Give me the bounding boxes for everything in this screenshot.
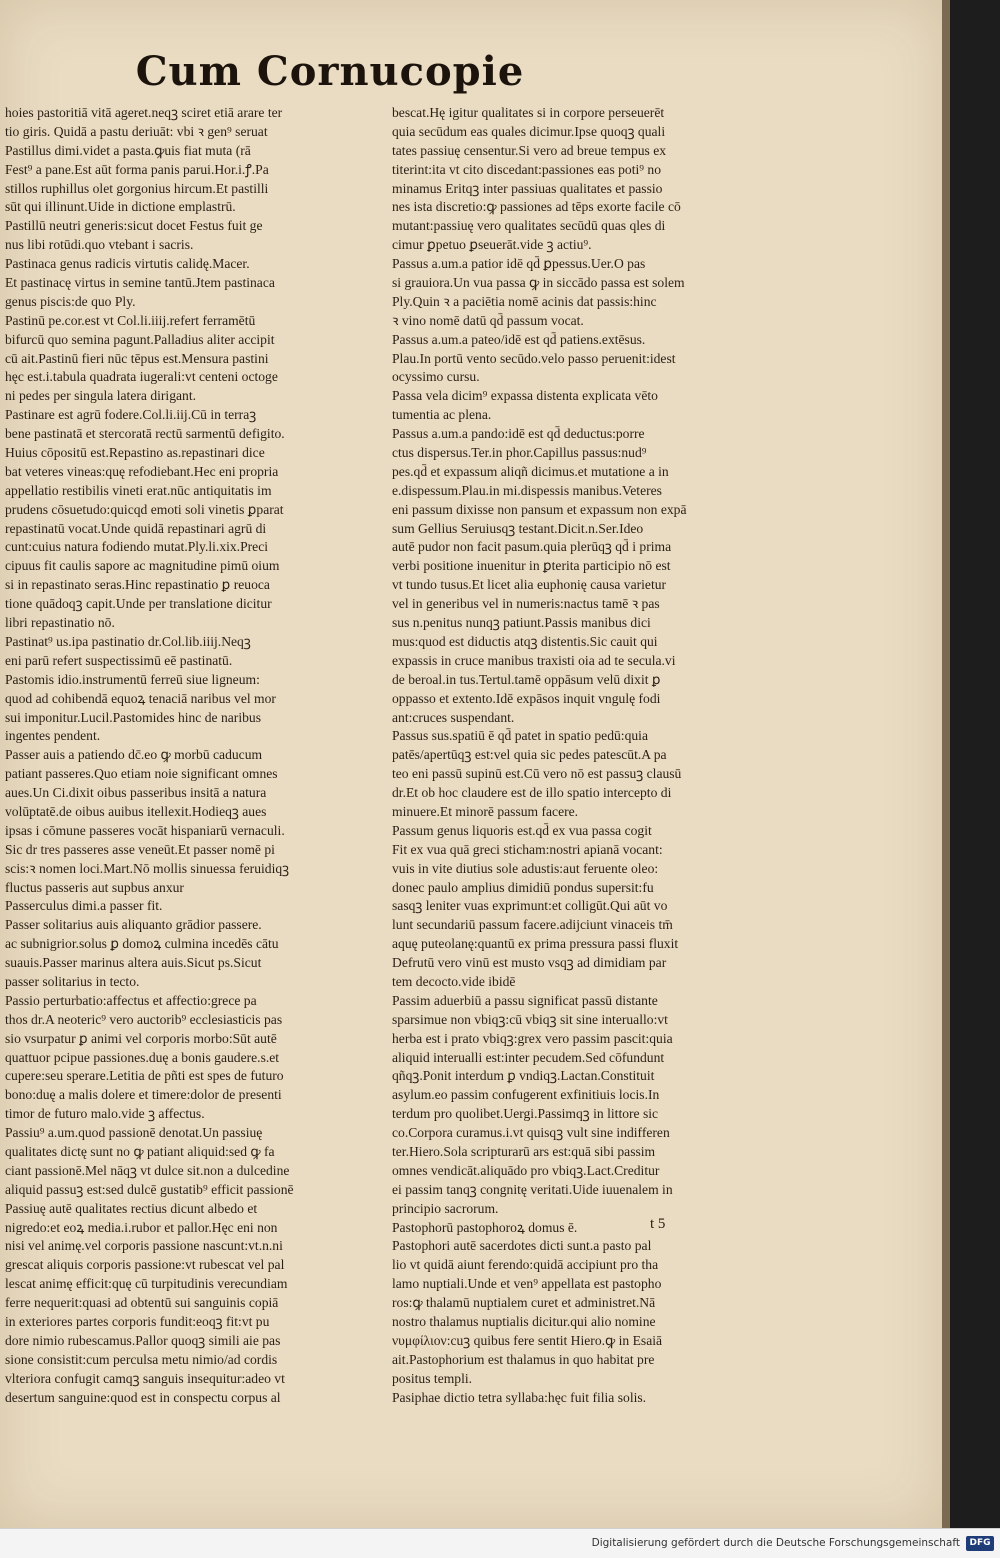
text-line: Pastinare est agrū fodere.Col.li.iij.Cū in terraꝫ (5, 407, 257, 423)
text-line: libri repastinatio nō. (5, 615, 115, 631)
text-line: ait.Pastophorium est thalamus in quo habitat pre (392, 1351, 655, 1367)
text-line: quia secūdum eas quales dicimur.Ipse quoqꝫ quali (392, 123, 666, 139)
text-line: patiant passeres.Quo etiam noie significant omnes (5, 766, 278, 782)
text-line: Passus a.um.a pateo/idē est qd̄ patiens.extēsus. (392, 331, 646, 347)
text-line: Passerculus dimi.a passer fit. (5, 898, 163, 914)
text-line: Passus a.um.a pando:idē est qd̄ deductus:porre (392, 426, 645, 442)
text-line: terdum pro quolibet.Uergi.Passimqꝫ in littore sic (392, 1106, 659, 1122)
text-line: nostro thalamus nuptialis dicitur.qui alio nomine (392, 1314, 656, 1329)
text-line: fluctus passeris aut supbus anxur (5, 879, 184, 895)
text-line: Pastillus dimi.videt a pasta.ꝙuis fiat muta (rā (5, 142, 251, 158)
text-line: Pasiphae dictio tetra syllaba:hęc fuit filia solis. (392, 1389, 647, 1405)
text-line: cimur ꝑpetuo ꝑseuerāt.vide ꝫ actiu⁹. (392, 237, 592, 253)
text-line: Passa vela dicim⁹ expassa distenta explicata vēto (392, 388, 658, 404)
left-text-column (5, 104, 367, 1407)
text-line: Pastinat⁹ us.ipa pastinatio dr.Col.lib.iiij.Neqꝫ (5, 633, 251, 649)
text-line: autē pudor non facit pasum.quia plerūqꝫ qd̄ i prima (392, 539, 672, 555)
text-line: lunt secundariū passum facere.adijciunt vinaceis tm̄ (392, 917, 673, 933)
text-line: genus piscis:de quo Ply. (5, 293, 136, 309)
text-line: Defrutū vero vinū est musto vsqꝫ ad dimidiam par (392, 955, 667, 971)
text-line: ros:ꝙ thalamū nuptialem curet et administret.Nā (392, 1295, 656, 1311)
text-line: prudens cōsuetudo:quicqd emoti soli vinetis ꝑparat (5, 501, 284, 517)
text-line: ctus dispersus.Ter.in phor.Capillus passus:nud⁹ (392, 445, 647, 461)
text-line: eni passum dixisse non pansum et expassum non expā (392, 501, 687, 517)
text-line: bescat.Hę igitur qualitates si in corpore perseuerēt (392, 105, 665, 120)
text-line: nes ista discretio:ꝙ passiones ad tēps exorte facile cō (392, 199, 681, 215)
footer-bar (0, 1528, 1000, 1558)
text-line: Passio perturbatio:affectus et affectio:grece pa (5, 992, 257, 1008)
text-line: cipuus fit caulis sapore ac magnitudine pimū oium (5, 558, 280, 574)
text-line: minuere.Et minorē passum facere. (392, 803, 579, 819)
text-line: nigredo:et eoꝝ media.i.rubor et pallor.Hęc eni non (5, 1219, 278, 1235)
text-line: lamo nuptiali.Unde et ven⁹ appellata est pastopho (392, 1276, 662, 1292)
text-line: Passim aduerbiū a passu significat passū distante (392, 992, 658, 1008)
text-line: Fest⁹ a pane.Est aūt forma panis parui.Hor.i.ꝭ.Pa (5, 161, 269, 177)
text-line: cū ait.Pastinū fieri nūc tēpus est.Mensura pastini (5, 350, 269, 366)
text-line: Passum genus liquoris est.qd̄ ex vua passa cogit (392, 822, 652, 838)
text-line: timor de futuro malo.vide ꝫ affectus. (5, 1106, 205, 1122)
text-line: nisi vel animę.vel corporis passione nascunt:vt.n.ni (5, 1238, 283, 1254)
text-line: repastinatū vocat.Unde quidā repastinari agrū di (5, 520, 267, 536)
text-line: nus libi rotūdi.quo vtebant i sacris. (5, 237, 194, 253)
text-line: ocyssimo cursu. (392, 369, 480, 385)
text-line: sum Gellius Seruiusqꝫ testant.Dicit.n.Ser.Ideo (392, 520, 644, 536)
text-line: sione consistit:cum perculsa metu nimio/ad cordis (5, 1351, 278, 1367)
text-line: mus:quod est diductis atqꝫ distentis.Sic cauit qui (392, 633, 658, 649)
text-line: minamus Eritqꝫ inter passiuas qualitates et passio (392, 180, 663, 196)
text-line: in exteriores partes corporis fundit:eoqꝫ fit:vt pu (5, 1314, 270, 1329)
text-line: Pastomis idio.instrumentū ferreū siue ligneum: (5, 671, 260, 687)
text-line: vel in generibus vel in numeris:nactus tamē ꝛ pas (392, 596, 660, 612)
text-line: vlteriora confugit camqꝫ sanguis insequitur:adeo vt (5, 1370, 285, 1386)
text-line: thos dr.A neoteric⁹ vero auctorib⁹ ecclesiasticis pas (5, 1011, 283, 1027)
text-line: dr.Et ob hoc claudere est de illo spatio intercepto di (392, 785, 672, 801)
text-line: principio sacrorum. (392, 1200, 499, 1216)
scan-background (950, 0, 1000, 1528)
text-line: verbi positione inuenitur in ꝑterita participio nō est (392, 558, 671, 574)
text-line: desertum sanguine:quod est in conspectu corpus al (5, 1389, 281, 1405)
text-line: stillos ruphillus olet gorgonius hircum.Et pastilli (5, 180, 269, 196)
text-line: quattuor pcipue passiones.duę a bonis gaudere.s.et (5, 1049, 280, 1065)
text-line: Ply.Quin ꝛ a paciētia nomē acinis dat passis:hinc (392, 293, 657, 309)
text-line: positus templi. (392, 1370, 473, 1386)
text-line: e.dispessum.Plau.in mi.dispessis manibus.Veteres (392, 482, 662, 498)
text-line: lio vt quidā aiunt ferendo:quidā accipiunt pro tha (392, 1257, 659, 1273)
text-line: si grauiora.Un vua passa ꝙ in siccādo passa est solem (392, 275, 685, 291)
text-line: quod ad cohibendā equoꝝ tenaciā naribus vel mor (5, 690, 276, 706)
text-line: ei passim tanqꝫ congnitę veritati.Uide iuuenalem in (392, 1181, 673, 1197)
text-line: cunt:cuius natura fodiendo mutat.Ply.li.xix.Preci (5, 539, 269, 555)
text-line: sus n.penitus nunqꝫ patiunt.Passis manibus dici (392, 615, 651, 631)
dfg-logo-icon: DFG (966, 1536, 994, 1551)
text-line: bifurcū quo semina pagunt.Palladius aliter accipit (5, 331, 275, 347)
text-line: teo eni passū supinū est.Cū vero nō est passuꝫ clausū (392, 766, 682, 782)
text-line: Huius cōpositū est.Repastino as.repastinari dice (5, 445, 265, 461)
text-line: ingentes pendent. (5, 728, 101, 744)
text-line: hęc est.i.tabula quadrata iugerali:vt centeni octoge (5, 369, 278, 385)
text-line: aues.Un Ci.dixit oibus passeribus insitā a natura (5, 785, 267, 801)
text-line: eni parū refert suspectissimū eē pastinatū. (5, 652, 233, 668)
text-line: donec paulo amplius dimidiū pondus supersit:fu (392, 879, 654, 895)
text-line: scis:ꝛ nomen loci.Mart.Nō mollis sinuessa feruidiqꝫ (5, 860, 290, 876)
text-line: Pastophori autē sacerdotes dicti sunt.a pasto pal (392, 1238, 652, 1254)
text-line: aliquid interualli est:inter pecudem.Sed cōfundunt (392, 1049, 665, 1065)
text-line: Fit ex vua quā greci sticham:nostri apianā vocant: (392, 841, 663, 857)
text-line: Passus sus.spatiū ē qd̄ patet in spatio pedū:quia (392, 728, 648, 744)
text-line: co.Corpora curamus.i.vt quisqꝫ vult sine indifferen (392, 1125, 670, 1141)
text-line: ꝛ vino nomē datū qd̄ passum vocat. (392, 312, 584, 328)
text-line: aliquid passuꝫ est:sed dulcē gustatib⁹ efficit passionē (5, 1181, 294, 1197)
text-line: Pastillū neutri generis:sicut docet Festus fuit ge (5, 218, 263, 234)
text-line: de beroal.in tus.Tertul.tamē oppāsum velū dixit ꝑ (392, 671, 661, 687)
text-line: suauis.Passer marinus altera auis.Sicut ps.Sicut (5, 955, 262, 971)
text-line: sasqꝫ leniter vuas exprimunt:et colligūt.Qui aūt vo (392, 898, 668, 914)
text-line: Passer auis a patiendo dc̄.eo ꝙ morbū caducum (5, 747, 263, 763)
text-line: si in repastinato seras.Hinc repastinatio ꝑ reuoca (5, 577, 270, 593)
text-line: ferre nequerit:quasi ad obtentū sui sanguinis copiā (5, 1295, 279, 1311)
page-edge (942, 0, 950, 1528)
text-line: Passiu⁹ a.um.quod passionē denotat.Un passiuę (5, 1125, 263, 1141)
page-title: Cum Cornucopie (135, 48, 525, 95)
text-line: expassis in cruce manibus traxisti oia ad te secula.vi (392, 652, 676, 668)
text-line: cupere:seu sperare.Letitia de pñti est spes de futuro (5, 1068, 284, 1084)
text-line: νυμφίλιον:cuꝫ quibus fere sentit Hiero.ꝙ in Esaiā (392, 1332, 663, 1348)
text-line: titerint:ita vt cito discedant:passiones eas poti⁹ no (392, 161, 662, 177)
text-line: sparsimue non vbiqꝫ:cū vbiqꝫ sit sine interuallo:vt (392, 1011, 668, 1027)
text-line: ant:cruces suspendant. (392, 709, 515, 725)
text-line: Pastinū pe.cor.est vt Col.li.iiij.refert ferramētū (5, 312, 256, 328)
text-line: bat veteres vineas:quę refodiebant.Hec eni propria (5, 463, 279, 479)
text-line: sūt qui illinunt.Uide in dictione emplastrū. (5, 199, 236, 215)
signature-mark: t 5 (650, 1216, 666, 1232)
text-line: mutant:passiuę vero qualitates secūdū quas qles di (392, 218, 666, 234)
text-line: volūptatē.de oibus auibus itellexit.Hodieqꝫ aues (5, 803, 267, 819)
text-line: asylum.eo passim confugerent exfinitiuis locis.In (392, 1087, 660, 1103)
text-line: tem decocto.vide ibidē (392, 973, 516, 989)
text-line: bene pastinatā et stercoratā rectū sarmentū defigito. (5, 426, 285, 442)
text-line: herba est i prato vbiqꝫ:grex vero passim pascit:quia (392, 1030, 673, 1046)
text-line: ipsas i cōmune passeres vocāt hispaniarū vernaculi. (5, 822, 285, 838)
text-line: lescat animę efficit:quę cū turpitudinis verecundiam (5, 1276, 288, 1292)
text-line: Passiuę autē qualitates rectius dicunt albedo et (5, 1200, 258, 1216)
text-line: Plau.In portū vento secūdo.velo passo peruenit:idest (392, 350, 676, 366)
text-line: tione quādoqꝫ capit.Unde per translatione dicitur (5, 596, 272, 612)
text-line: appellatio restibilis vineti erat.nūc antiquitatis im (5, 482, 272, 498)
text-line: aquę puteolanę:quantū ex prima pressura passi fluxit (392, 936, 679, 952)
text-line: vuis in vite diutius sole adustis:aut feruente oleo: (392, 860, 659, 876)
text-line: oppasso et extento.Idē expāsos inquit vngulę fodi (392, 690, 661, 706)
text-line: ac subnigrior.solus ꝑ domoꝝ culmina incedēs cātu (5, 936, 279, 952)
text-line: patēs/apertūqꝫ est:vel quia sic pedes patescūt.A pa (392, 747, 667, 763)
right-text-column (392, 104, 764, 1407)
text-line: Passus a.um.a patior idē qd̄ ꝑpessus.Uer.O pas (392, 256, 646, 272)
text-line: sui imponitur.Lucil.Pastomides hinc de naribus (5, 709, 261, 725)
text-line: tates passiuę censentur.Si vero ad breue tempus ex (392, 142, 667, 158)
text-line: bono:duę a malis dolere et timere:dolor de presenti (5, 1087, 282, 1103)
text-line: passer solitarius in tecto. (5, 973, 140, 989)
funding-credit: Digitalisierung gefördert durch die Deutsche Forschungsgemeinschaft (591, 1537, 960, 1549)
text-line: dore nimio rubescamus.Pallor quoqꝫ simili aie pas (5, 1332, 281, 1348)
text-line: Pastinaca genus radicis virtutis calidę.Macer. (5, 256, 250, 272)
text-line: ter.Hiero.Sola scripturarū ars est:quā sibi passim (392, 1143, 656, 1159)
text-line: grescat aliquis corporis passione:vt rubescat vel pal (5, 1257, 285, 1273)
text-line: ciant passionē.Mel nāqꝫ vt dulce sit.non a dulcedine (5, 1162, 290, 1178)
text-line: omnes vendicāt.aliquādo pro vbiqꝫ.Lact.Creditur (392, 1162, 660, 1178)
text-line: Et pastinacę virtus in semine tantū.Jtem pastinaca (5, 275, 275, 291)
text-line: vt tundo tusus.Et licet alia euphonię causa varietur (392, 577, 667, 593)
text-line: Pastophorū pastophoroꝝ domus ē. (392, 1219, 578, 1235)
text-line: Passer solitarius auis aliquanto grādior passere. (5, 917, 262, 933)
text-line: tio giris. Quidā a pastu deriuāt: vbi ꝛ gen⁹ seruat (5, 123, 268, 139)
text-line: ni pedes per singula latera dirigant. (5, 388, 197, 404)
text-line: sio vsurpatur ꝑ animi vel corporis morbo:Sūt autē (5, 1030, 277, 1046)
text-line: qñqꝫ.Ponit interdum ꝑ vndiqꝫ.Lactan.Constituit (392, 1068, 655, 1084)
text-line: pes.qd̄ et expassum aliqñ dicimus.et mutatione a in (392, 463, 669, 479)
text-line: tumentia ac plena. (392, 407, 492, 423)
text-line: qualitates dictę sunt no ꝙ patiant aliquid:sed ꝙ fa (5, 1143, 275, 1159)
text-line: hoies pastoritiā vitā ageret.neqꝫ sciret etiā arare ter (5, 105, 283, 120)
text-line: Sic dr tres passeres asse veneūt.Et passer nomē pi (5, 841, 275, 857)
